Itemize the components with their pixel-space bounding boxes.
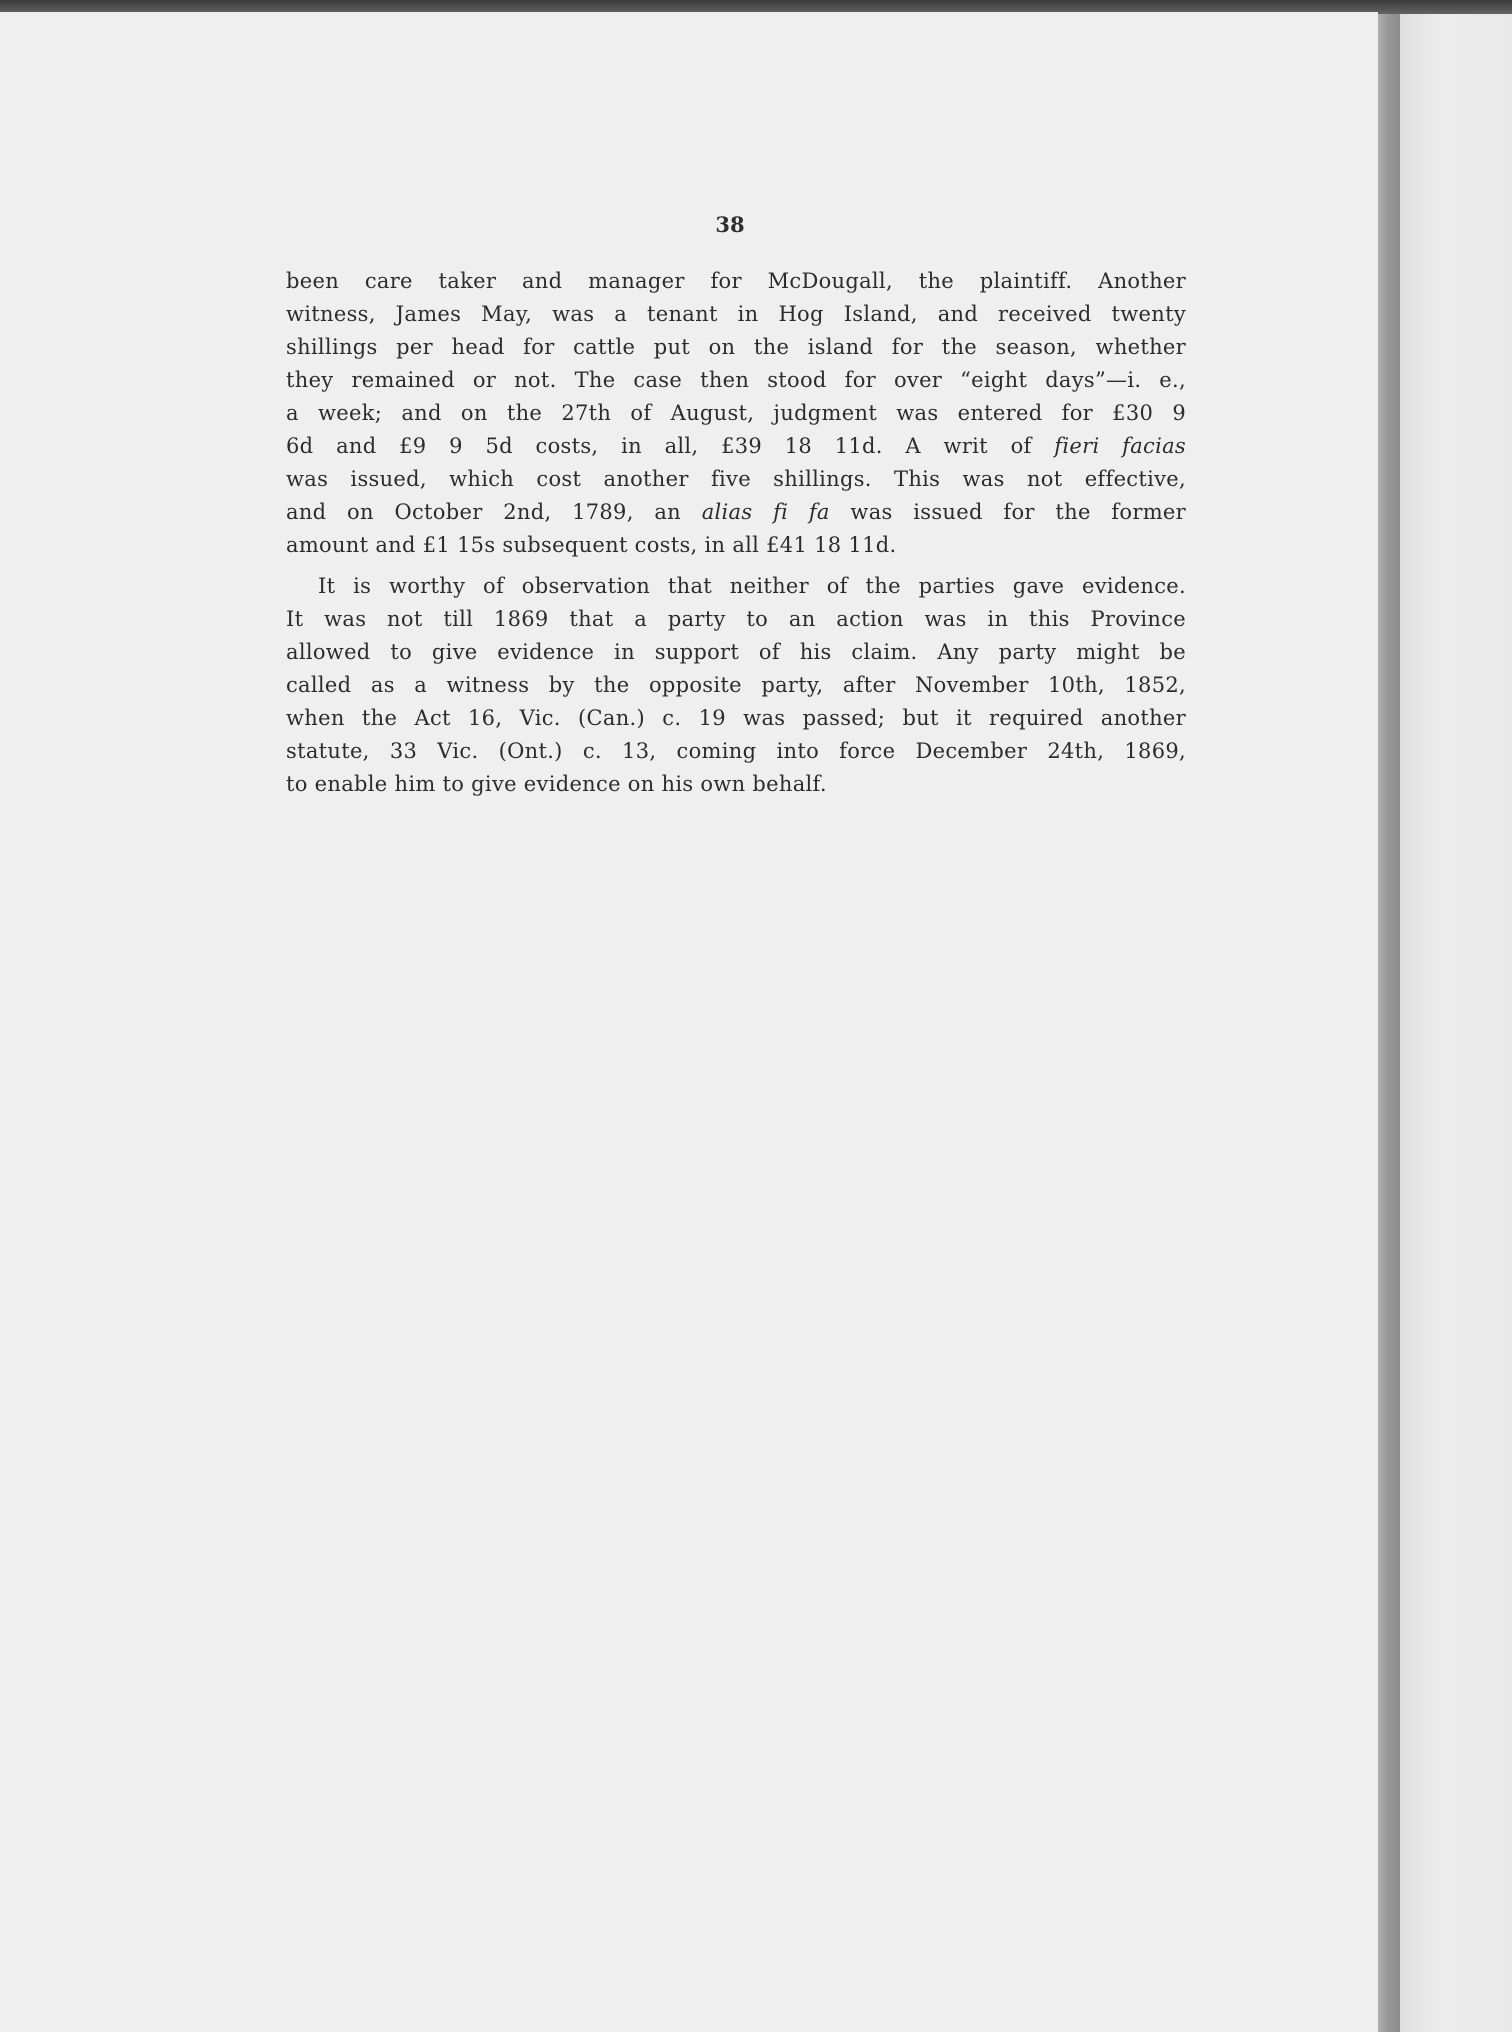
text-line: a week; and on the 27th of August, judgment was entered for £30 9	[286, 401, 1186, 425]
text-segment: and on October 2nd, 1789, an	[286, 500, 682, 524]
italic-term-alias-fi-fa: alias fi fa	[701, 500, 830, 524]
text-line: been care taker and manager for McDougall, the plaintiff. Another	[286, 269, 1186, 293]
body-text	[286, 265, 1186, 801]
text-line: shillings per head for cattle put on the island for the season, whether	[286, 335, 1186, 359]
text-line: It was not till 1869 that a party to an action was in this Province	[286, 607, 1186, 631]
text-line: statute, 33 Vic. (Ont.) c. 13, coming into force December 24th, 1869,	[286, 739, 1186, 763]
text-line: to enable him to give evidence on his own behalf.	[286, 772, 827, 796]
text-line: It is worthy of observation that neither of the parties gave evidence.	[318, 574, 1186, 598]
italic-term-fieri-facias: fieri facias	[1054, 434, 1187, 458]
text-line: they remained or not. The case then stood for over “eight days”—i. e.,	[286, 368, 1186, 392]
facing-page-edge	[1392, 14, 1512, 2032]
text-line: allowed to give evidence in support of his claim. Any party might be	[286, 640, 1186, 664]
paragraph-2	[286, 570, 1186, 801]
paragraph-1	[286, 265, 1186, 562]
text-line	[286, 430, 1186, 463]
text-segment: 6d and £9 9 5d costs, in all, £39 18 11d. A writ of	[286, 434, 1032, 458]
text-line: witness, James May, was a tenant in Hog Island, and received twenty	[286, 302, 1186, 326]
text-line: amount and £1 15s subsequent costs, in all £41 18 11d.	[286, 533, 897, 557]
text-segment: was issued for the former	[850, 500, 1186, 524]
text-line: called as a witness by the opposite party, after November 10th, 1852,	[286, 673, 1186, 697]
text-line	[286, 496, 1186, 529]
text-line: when the Act 16, Vic. (Can.) c. 19 was passed; but it required another	[286, 706, 1186, 730]
page-number: 38	[715, 212, 745, 237]
text-line: was issued, which cost another five shillings. This was not effective,	[286, 467, 1186, 491]
